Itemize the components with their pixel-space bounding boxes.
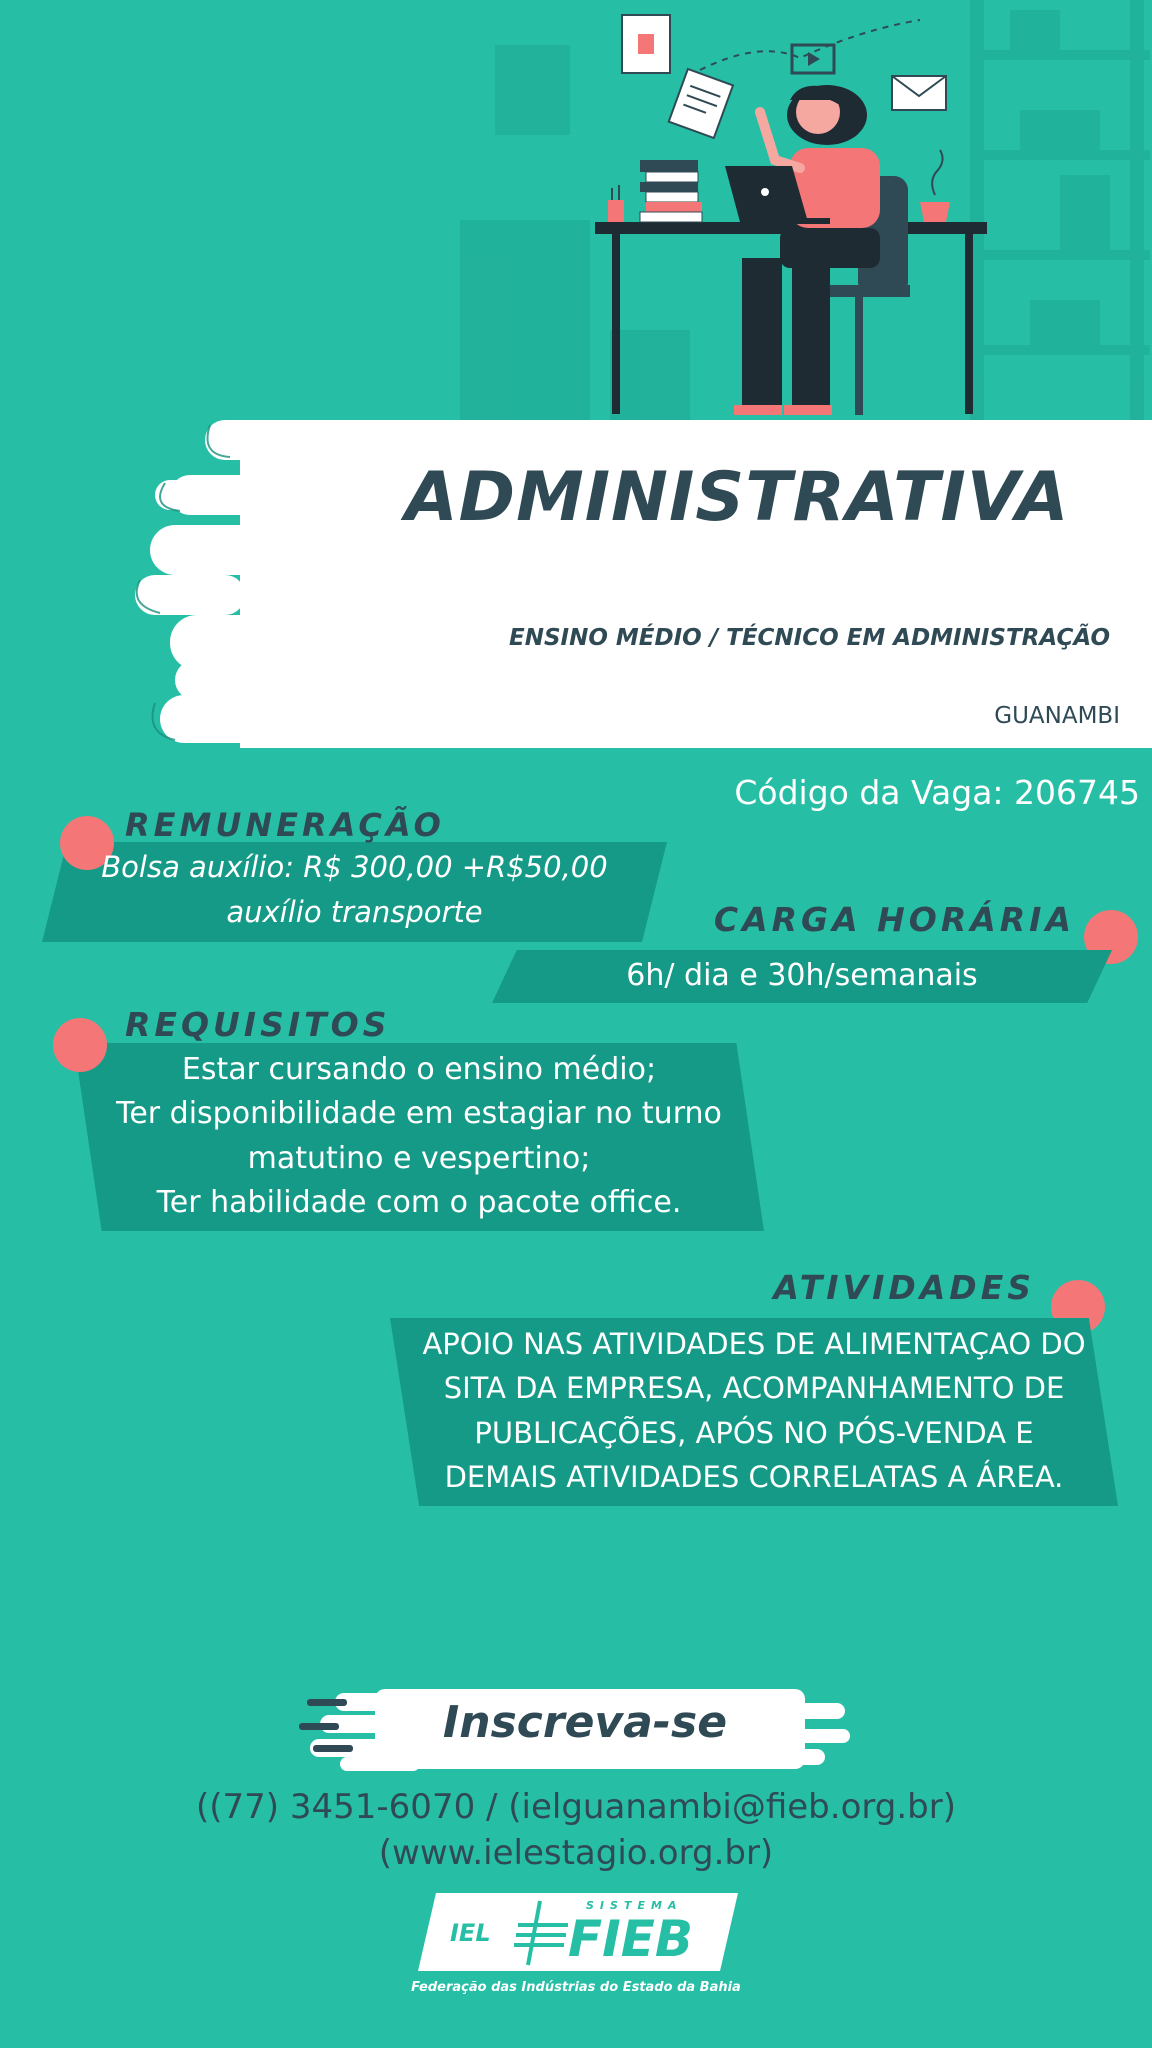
paper-note-icon — [669, 69, 733, 138]
atividades-heading: ATIVIDADES — [773, 1268, 1035, 1307]
atividades-line: APOIO NAS ATIVIDADES DE ALIMENTAÇAO DO — [422, 1327, 1086, 1361]
illustration — [0, 0, 1152, 420]
inscreva-se-button[interactable]: Inscreva-se — [442, 1697, 728, 1748]
remuneracao-line-1: Bolsa auxílio: R$ 300,00 +R$50,00 — [101, 850, 608, 884]
mail-icon — [892, 76, 946, 110]
requisitos-line: Estar cursando o ensino médio; — [181, 1052, 657, 1087]
video-play-icon — [792, 45, 834, 73]
logo-iel: IEL — [450, 1919, 491, 1947]
requisitos-heading: REQUISITOS — [125, 1005, 391, 1044]
website-link[interactable]: (www.ielestagio.org.br) — [378, 1833, 774, 1873]
requisitos-line: Ter habilidade com o pacote office. — [156, 1185, 682, 1220]
remuneracao-line-2: auxílio transporte — [226, 895, 483, 929]
education-level: ENSINO MÉDIO / TÉCNICO EM ADMINISTRAÇÃO — [509, 625, 1110, 651]
atividades-line: DEMAIS ATIVIDADES CORRELATAS A ÁREA. — [444, 1460, 1064, 1494]
job-title: ADMINISTRATIVA — [405, 458, 1070, 537]
carga-text: 6h/ dia e 30h/semanais — [626, 958, 978, 993]
contact-info: ((77) 3451-6070 / (ielguanambi@fieb.org.br) — [196, 1787, 956, 1827]
atividades-line: SITA DA EMPRESA, ACOMPANHAMENTO DE — [443, 1371, 1065, 1405]
carga-heading: CARGA HORÁRIA — [713, 900, 1075, 939]
books-icon — [640, 160, 702, 222]
logo-tagline: Federação das Indústrias do Estado da Bahia — [411, 1980, 741, 1995]
remuneracao-heading: REMUNERAÇÃO — [125, 806, 445, 844]
atividades-line: PUBLICAÇÕES, APÓS NO PÓS-VENDA E — [474, 1416, 1034, 1450]
job-city: GUANAMBI — [994, 703, 1120, 729]
logo-fieb: FIEB — [568, 1910, 694, 1968]
pen-holder-icon — [608, 185, 624, 222]
document-icon — [622, 15, 670, 73]
requisitos-line: matutino e vespertino; — [247, 1141, 591, 1176]
iel-fieb-logo — [418, 1893, 738, 1971]
coffee-cup-icon — [920, 150, 950, 222]
logo-sistema: SISTEMA — [586, 1899, 683, 1912]
requisitos-line: Ter disponibilidade em estagiar no turno — [116, 1096, 722, 1131]
vaga-code: Código da Vaga: 206745 — [734, 773, 1140, 812]
